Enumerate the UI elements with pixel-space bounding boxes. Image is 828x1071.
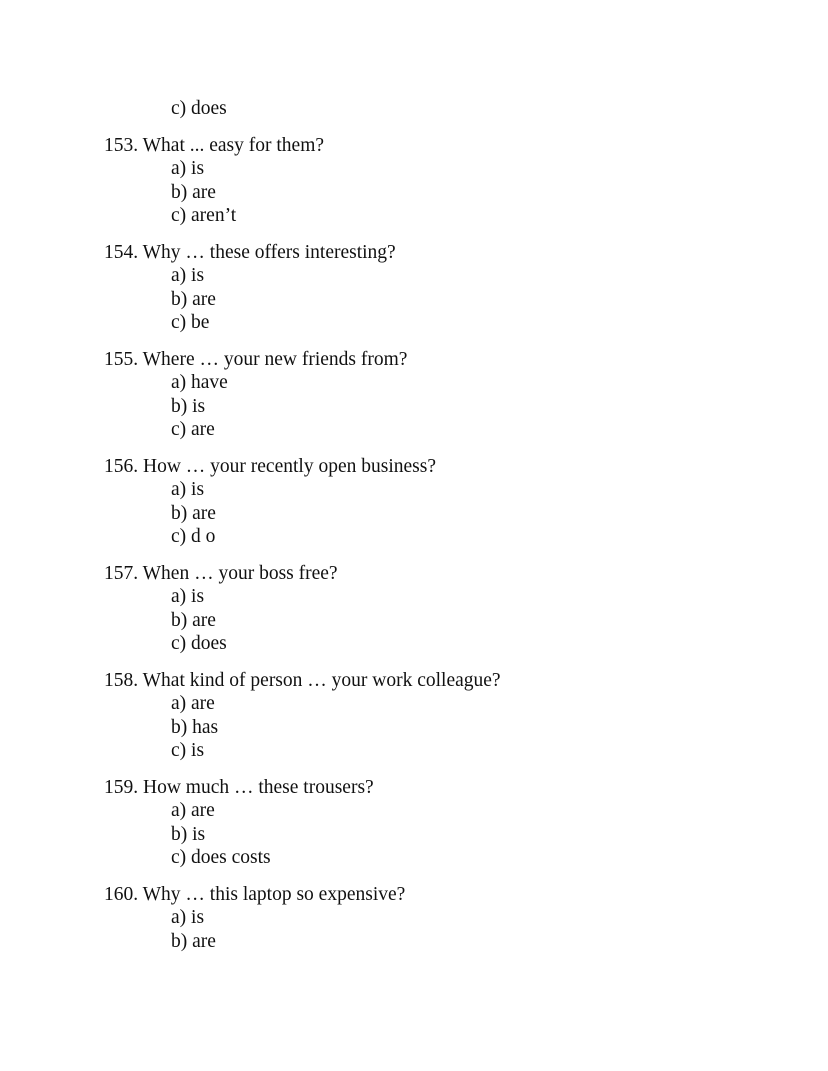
question-list bbox=[0, 134, 828, 953]
option-text: b) are bbox=[171, 181, 216, 203]
question-block bbox=[0, 134, 828, 227]
option-text: a) is bbox=[171, 907, 205, 929]
option-text: b) are bbox=[171, 502, 216, 524]
option-text: c) does costs bbox=[171, 846, 271, 868]
question-text: 159. How much … these trousers? bbox=[104, 777, 374, 798]
option-text: b) has bbox=[171, 716, 219, 738]
option-text: a) is bbox=[171, 479, 205, 501]
option-text: b) are bbox=[171, 930, 216, 952]
option-text: b) is bbox=[171, 823, 206, 845]
question-block bbox=[0, 562, 828, 655]
option-text: c) is bbox=[171, 739, 205, 761]
question-block bbox=[0, 883, 828, 953]
option-text: b) are bbox=[171, 609, 216, 631]
question-block bbox=[0, 348, 828, 441]
question-block bbox=[0, 241, 828, 334]
option-text: c) does bbox=[171, 98, 227, 119]
document-page bbox=[0, 97, 828, 953]
option-text: c) aren’t bbox=[171, 204, 237, 226]
question-text: 153. What ... easy for them? bbox=[104, 135, 325, 157]
option-text: a) are bbox=[171, 800, 215, 822]
option-text: b) is bbox=[171, 395, 206, 417]
option-text: a) have bbox=[171, 372, 228, 394]
question-text: 154. Why … these offers interesting? bbox=[104, 242, 396, 264]
option-text: a) is bbox=[171, 158, 205, 180]
question-text: 155. Where … your new friends from? bbox=[104, 349, 408, 371]
question-block bbox=[0, 455, 828, 548]
option-text: b) are bbox=[171, 288, 216, 310]
question-text: 156. How … your recently open business? bbox=[104, 456, 436, 478]
option-text: c) are bbox=[171, 418, 215, 440]
question-text: 160. Why … this laptop so expensive? bbox=[104, 883, 406, 905]
option-text: c) does bbox=[171, 632, 227, 654]
option-text: c) be bbox=[171, 311, 210, 333]
question-text: 157. When … your boss free? bbox=[104, 563, 338, 585]
option-text: a) are bbox=[171, 693, 215, 715]
option-text: a) is bbox=[171, 265, 205, 287]
question-text: 158. What kind of person … your work colleague? bbox=[104, 670, 501, 692]
question-block bbox=[0, 776, 828, 869]
question-block bbox=[0, 669, 828, 762]
option-text: a) is bbox=[171, 586, 205, 608]
option-text: c) d o bbox=[171, 525, 216, 547]
